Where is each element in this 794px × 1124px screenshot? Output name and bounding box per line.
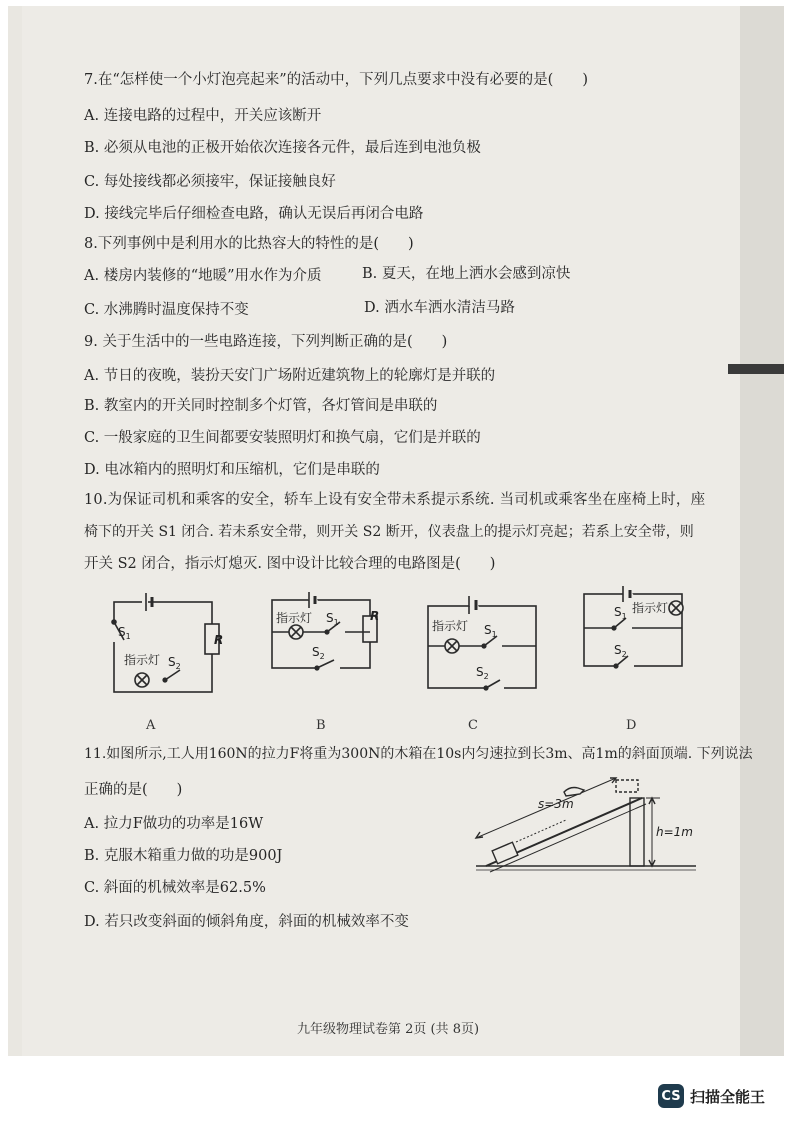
q10-stem-line-1: 10.为保证司机和乘客的安全，轿车上设有安全带未系提示系统. 当司机或乘客坐在座椅上时，座 <box>84 492 706 508</box>
q8-option-c: C. 水沸腾时温度保持不变 <box>84 302 249 318</box>
q7-option-b: B. 必须从电池的正极开始依次连接各元件，最后连到电池负极 <box>84 140 481 156</box>
q7-option-d: D. 接线完毕后仔细检查电路，确认无误后再闭合电路 <box>84 206 424 222</box>
circuit-a-lamp-label: 指示灯 <box>124 653 161 667</box>
q8-stem: 8.下列事例中是利用水的比热容大的特性的是( ) <box>84 236 414 252</box>
q7-option-a: A. 连接电路的过程中，开关应该断开 <box>84 108 322 124</box>
circuit-b-caption: B <box>316 718 326 733</box>
rope <box>516 820 566 842</box>
q7-option-c: C. 每处接线都必须接牢，保证接触良好 <box>84 174 336 190</box>
circuit-c-lamp-label: 指示灯 <box>432 619 469 633</box>
q11-option-d: D. 若只改变斜面的倾斜角度，斜面的机械效率不变 <box>84 914 409 930</box>
q8-option-b: B. 夏天，在地上洒水会感到凉快 <box>362 266 571 282</box>
q9-option-a: A. 节日的夜晚，装扮天安门广场附近建筑物上的轮廓灯是并联的 <box>84 368 496 384</box>
top-position-box <box>616 780 638 792</box>
q11-option-c: C. 斜面的机械效率是62.5% <box>84 880 266 896</box>
incline-height-label: h=1m <box>656 825 693 839</box>
scanner-brand-name: 扫描全能王 <box>690 1087 766 1106</box>
circuit-b-s1-label: $S_1$ <box>326 611 339 627</box>
q9-stem: 9. 关于生活中的一些电路连接，下列判断正确的是( ) <box>84 334 448 350</box>
circuit-d-s2-label: $S_2$ <box>614 643 627 659</box>
circuit-a-s1-label: $S_1$ <box>118 625 131 641</box>
incline-length-label: s=3m <box>538 797 574 811</box>
page-edge-mark <box>728 364 784 374</box>
q8-option-a: A. 楼房内装修的“地暖”用水作为介质 <box>84 268 322 284</box>
wooden-box <box>492 842 518 863</box>
circuit-b-r-label: R <box>370 609 380 623</box>
incline-underside <box>490 804 646 872</box>
q9-option-d: D. 电冰箱内的照明灯和压缩机，它们是串联的 <box>84 462 380 478</box>
circuit-c-caption: C <box>468 718 478 733</box>
circuit-a <box>112 593 219 692</box>
circuit-d-caption: D <box>626 718 637 733</box>
cs-logo-icon: CS <box>658 1084 684 1108</box>
q10-stem-line-2: 椅下的开关 S1 闭合. 若未系安全带，则开关 S2 断开，仪表盘上的提示灯亮起；若系上安全带，则 <box>84 524 694 540</box>
q10-circuit-diagrams <box>0 584 794 724</box>
q9-option-b: B. 教室内的开关同时控制多个灯管，各灯管间是串联的 <box>84 398 438 414</box>
circuit-d <box>584 586 683 668</box>
circuit-c-s2-label: $S_2$ <box>476 665 489 681</box>
q11-option-a: A. 拉力F做功的功率是16W <box>84 816 264 832</box>
worker-hand <box>564 788 584 797</box>
circuit-b-s2-label: $S_2$ <box>312 645 325 661</box>
scanner-watermark <box>658 1082 765 1110</box>
circuit-d-s1-label: $S_1$ <box>614 605 627 621</box>
q9-option-c: C. 一般家庭的卫生间都要安装照明灯和换气扇，它们是并联的 <box>84 430 481 446</box>
circuit-d-lamp-label: 指示灯 <box>632 601 669 615</box>
q8-option-d: D. 洒水车洒水清洁马路 <box>364 300 515 316</box>
circuit-c-s1-label: $S_1$ <box>484 623 497 639</box>
q11-stem-line-2: 正确的是( ) <box>84 782 183 798</box>
q11-incline-figure <box>466 770 706 880</box>
q11-stem-line-1: 11.如图所示,工人用160N的拉力F将重为300N的木箱在10s内匀速拉到长3m、高1m的斜面顶端. 下列说法 <box>84 746 753 762</box>
circuit-b-lamp-label: 指示灯 <box>276 611 313 625</box>
q11-option-b: B. 克服木箱重力做的功是900J <box>84 848 283 864</box>
q7-stem: 7.在“怎样使一个小灯泡亮起来”的活动中，下列几点要求中没有必要的是( ) <box>84 72 588 88</box>
q10-stem-line-3: 开关 S2 闭合，指示灯熄灭. 图中设计比较合理的电路图是( ) <box>84 556 496 572</box>
page-footer: 九年级物理试卷第 2页 (共 8页) <box>296 1022 480 1037</box>
adjacent-page-edge <box>740 6 784 1056</box>
circuit-a-r-label: R <box>214 633 224 647</box>
circuit-a-s2-label: $S_2$ <box>168 655 181 671</box>
circuit-a-caption: A <box>146 718 156 733</box>
